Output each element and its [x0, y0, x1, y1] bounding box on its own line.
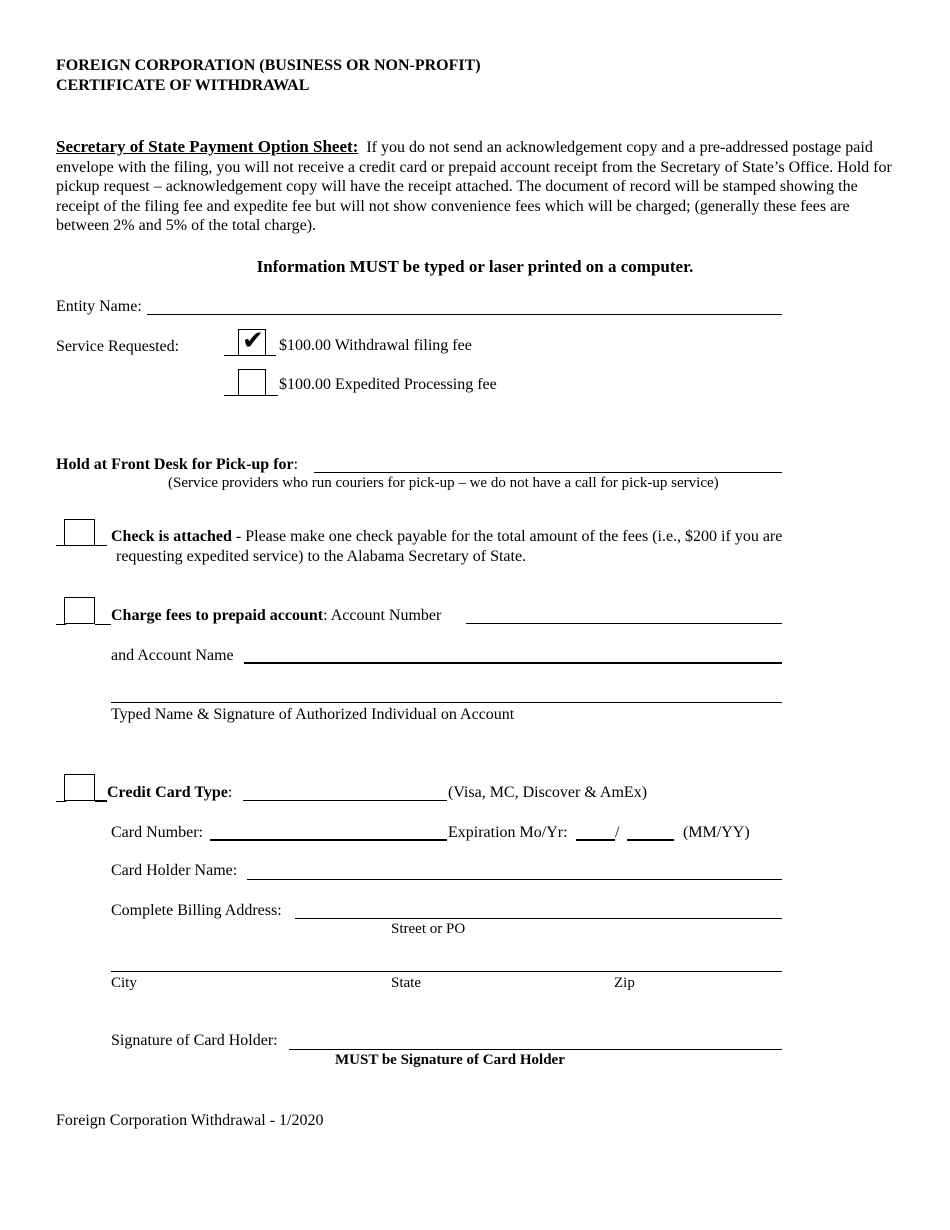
- credit-card-checkbox[interactable]: [64, 774, 95, 801]
- service-option-2-trail: [266, 395, 278, 396]
- hold-label-text: Hold at Front Desk for Pick-up for: [56, 456, 294, 473]
- prepaid-account-line: [111, 607, 441, 625]
- withdrawal-fee-label: $100.00 Withdrawal filing fee: [279, 337, 472, 354]
- credit-card-type-label: Credit Card Type: [107, 784, 228, 801]
- check-attached-text: - Please make one check payable for the total amount of the fees (i.e., $200 if you are: [231, 528, 783, 545]
- billing-street-field[interactable]: [295, 918, 782, 919]
- intro-heading: Secretary of State Payment Option Sheet:: [56, 137, 359, 156]
- entity-name-label: Entity Name:: [56, 298, 142, 315]
- card-holder-name-field[interactable]: [247, 879, 782, 880]
- zip-label: Zip: [614, 975, 635, 991]
- withdrawal-fee-checkbox[interactable]: [238, 326, 266, 356]
- service-option-2-leader: [224, 395, 238, 396]
- hold-colon: :: [293, 456, 299, 473]
- footer-form-id: Foreign Corporation Withdrawal - 1/2020: [56, 1112, 324, 1129]
- account-name-field[interactable]: [244, 662, 782, 664]
- intro-body: If you do not send an acknowledgement copy and a pre-addressed postage paid envelope with the filing, you will not receive a credit card or prepaid account receipt from the Secretary of State’s Office. Hold for pickup request – acknowledgement copy will have the receipt attached. The document of record will be stamped showing the receipt of the filing fee and expedite fee but will not show convenience fees which will be charged; (generally these fees are between 2% and 5% of the total charge).: [56, 139, 892, 234]
- expedited-fee-checkbox[interactable]: [238, 369, 266, 396]
- checkmark-icon: ✔: [242, 326, 264, 356]
- card-holder-signature-label: Signature of Card Holder:: [111, 1032, 278, 1049]
- credit-card-type-colon: :: [227, 784, 233, 801]
- billing-city-state-zip-field[interactable]: [111, 971, 782, 972]
- city-label: City: [111, 975, 137, 991]
- credit-card-type-field[interactable]: [243, 800, 447, 801]
- signature-note: MUST be Signature of Card Holder: [335, 1052, 565, 1068]
- check-trail: [95, 545, 107, 546]
- expiration-label: Expiration Mo/Yr:: [448, 824, 568, 841]
- card-number-field[interactable]: [210, 839, 447, 841]
- authorized-signature-label: Typed Name & Signature of Authorized Individual on Account: [111, 706, 515, 723]
- expiration-month-field[interactable]: [576, 839, 615, 841]
- expiration-separator: /: [615, 824, 620, 841]
- expiration-year-field[interactable]: [627, 839, 674, 841]
- authorized-signature-field[interactable]: [111, 702, 782, 703]
- service-requested-label: Service Requested:: [56, 338, 180, 355]
- prepaid-trail: [95, 624, 111, 625]
- entity-name-field[interactable]: [147, 314, 782, 315]
- check-attached-line1: [111, 528, 782, 546]
- check-attached-checkbox[interactable]: [64, 519, 95, 546]
- state-label: State: [391, 975, 421, 991]
- account-number-field[interactable]: [466, 623, 782, 624]
- credit-card-type-line: [107, 784, 232, 802]
- credit-trail: [95, 800, 107, 802]
- account-name-label: and Account Name: [111, 647, 234, 664]
- card-number-label: Card Number:: [111, 824, 203, 841]
- check-attached-line2: requesting expedited service) to the Alabama Secretary of State.: [116, 548, 527, 565]
- hold-for-field[interactable]: [314, 472, 782, 473]
- expiration-format: (MM/YY): [683, 824, 750, 841]
- hold-note: (Service providers who run couriers for pick-up – we do not have a call for pick-up service): [168, 475, 719, 491]
- expedited-fee-label: $100.00 Expedited Processing fee: [279, 376, 497, 393]
- card-holder-signature-field[interactable]: [289, 1049, 782, 1050]
- credit-leader: [56, 801, 66, 802]
- prepaid-leader: [56, 624, 66, 625]
- intro-paragraph: [56, 137, 896, 236]
- prepaid-account-label: Charge fees to prepaid account: [111, 607, 324, 624]
- service-option-1-leader: [224, 355, 238, 356]
- form-title-line2: CERTIFICATE OF WITHDRAWAL: [56, 77, 310, 94]
- hold-label: [56, 456, 298, 474]
- credit-card-type-note: (Visa, MC, Discover & AmEx): [448, 784, 648, 801]
- typed-notice: Information MUST be typed or laser printed on a computer.: [256, 257, 694, 276]
- card-holder-name-label: Card Holder Name:: [111, 862, 238, 879]
- street-label: Street or PO: [391, 921, 466, 937]
- check-attached-label: Check is attached: [111, 528, 232, 545]
- form-title-line1: FOREIGN CORPORATION (BUSINESS OR NON-PROFIT): [56, 57, 481, 74]
- billing-address-label: Complete Billing Address:: [111, 902, 282, 919]
- account-number-label: : Account Number: [323, 607, 442, 624]
- prepaid-account-checkbox[interactable]: [64, 597, 95, 624]
- service-option-1-trail: [266, 355, 276, 356]
